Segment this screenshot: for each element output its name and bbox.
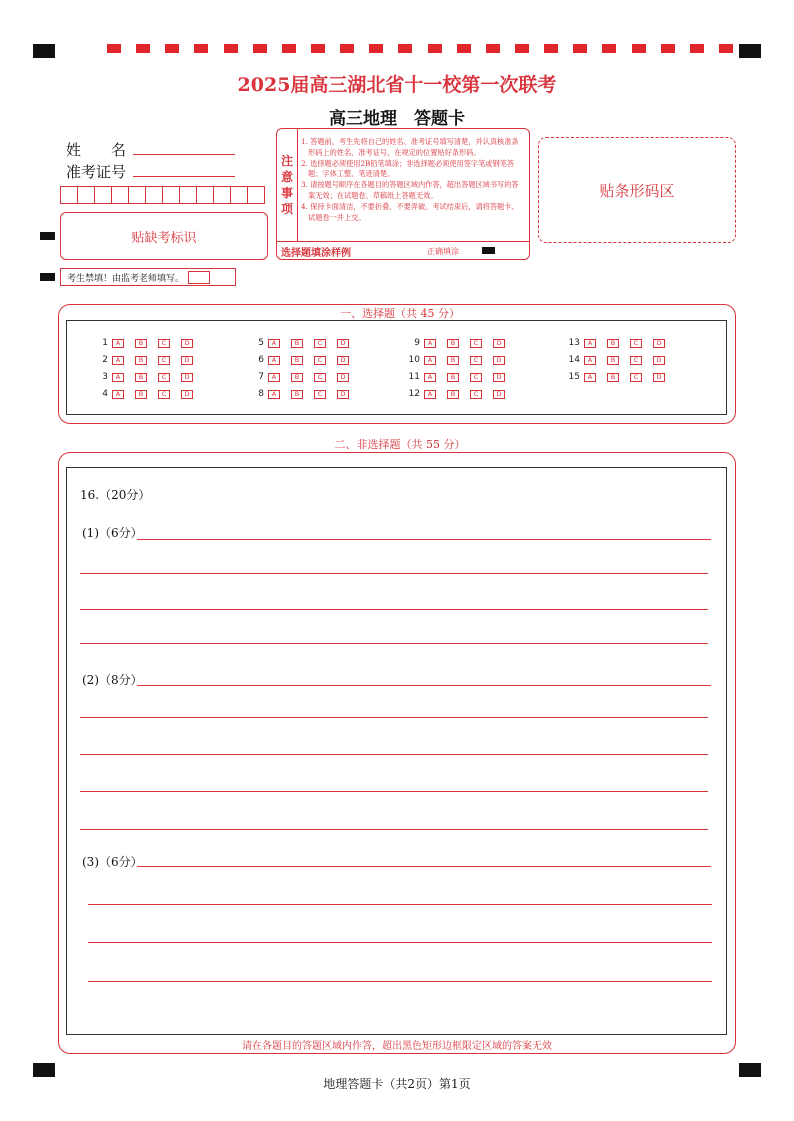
option-bubble[interactable]: A [112, 390, 124, 399]
option-bubble[interactable]: C [470, 339, 482, 348]
answer-line[interactable] [80, 791, 708, 792]
option-bubble[interactable]: A [268, 390, 280, 399]
option-bubble[interactable]: A [268, 339, 280, 348]
option-bubble[interactable]: D [653, 373, 665, 382]
part-1-label: (1)（6分） [82, 526, 143, 540]
choice-question-row [250, 355, 360, 365]
option-bubble[interactable]: B [291, 390, 303, 399]
choice-question-row [406, 372, 516, 382]
exam-id-cell[interactable] [95, 187, 112, 203]
correct-fill-sample [482, 247, 495, 254]
choice-question-row [406, 338, 516, 348]
timing-mark [40, 232, 55, 240]
answer-line[interactable] [80, 609, 708, 610]
dash-segment [107, 44, 121, 53]
option-bubble[interactable]: B [447, 373, 459, 382]
answer-line[interactable] [80, 717, 708, 718]
option-bubble[interactable]: D [181, 356, 193, 365]
dash-segment [573, 44, 587, 53]
option-bubble[interactable]: D [493, 356, 505, 365]
exam-id-cell[interactable] [112, 187, 129, 203]
option-bubble[interactable]: D [653, 356, 665, 365]
proctor-only-text: 考生禁填！由监考老师填写。 [67, 273, 185, 284]
dash-segment [311, 44, 325, 53]
option-bubble[interactable]: B [607, 339, 619, 348]
notice-list [301, 137, 525, 223]
exam-id-cell[interactable] [146, 187, 163, 203]
option-bubble[interactable]: A [584, 339, 596, 348]
notice-heading [277, 129, 298, 241]
choice-question-row [94, 372, 204, 382]
question-number: 3 [102, 372, 108, 382]
notice-heading-char: 项 [280, 202, 293, 216]
exam-id-cell[interactable] [180, 187, 197, 203]
registration-mark-top-left [33, 44, 55, 58]
choice-question-row [566, 338, 676, 348]
option-bubble[interactable]: C [470, 356, 482, 365]
answer-line[interactable] [80, 754, 708, 755]
choice-question-row [566, 355, 676, 365]
dash-segment [136, 44, 150, 53]
notice-heading-char: 注 [280, 154, 293, 168]
option-bubble[interactable]: C [158, 339, 170, 348]
dash-segment [282, 44, 296, 53]
free-response-title: 二、非选择题（共 55 分） [318, 436, 482, 452]
option-bubble[interactable]: C [314, 356, 326, 365]
dash-segment [602, 44, 616, 53]
exam-id-cell[interactable] [231, 187, 248, 203]
dash-segment [340, 44, 354, 53]
multiple-choice-title: 一、选择题（共 45 分） [326, 305, 474, 321]
page-subtitle: 高三地理 答题卡 [329, 109, 465, 129]
choice-question-row [94, 389, 204, 399]
answer-line[interactable] [80, 829, 708, 830]
option-bubble[interactable]: C [158, 373, 170, 382]
option-bubble[interactable]: A [268, 373, 280, 382]
question-number: 4 [102, 389, 108, 399]
proctor-checkbox[interactable] [188, 271, 210, 284]
dash-segment [457, 44, 471, 53]
dash-segment [690, 44, 704, 53]
answer-line[interactable] [88, 942, 712, 943]
barcode-area[interactable]: 贴条形码区 [538, 137, 736, 243]
option-bubble[interactable]: B [607, 356, 619, 365]
option-bubble[interactable]: D [337, 339, 349, 348]
dash-segment [544, 44, 558, 53]
dash-segment [194, 44, 208, 53]
notice-item: 2. 选择题必须使用2B铅笔填涂；非选择题必须使用签字笔或钢笔答题；字体工整、笔迹清楚。 [301, 158, 515, 179]
notice-item: 3. 请按题号顺序在各题目的答题区域内作答，超出答题区域书写的答案无效；在试题卷、草稿纸上答题无效。 [301, 180, 519, 200]
choice-question-row [94, 338, 204, 348]
dash-segment [224, 44, 238, 53]
exam-id-grid[interactable] [60, 186, 265, 204]
option-bubble[interactable]: A [424, 373, 436, 382]
option-bubble[interactable]: D [653, 339, 665, 348]
question-number: 2 [102, 355, 108, 365]
option-bubble[interactable]: C [314, 373, 326, 382]
dash-segment [486, 44, 500, 53]
page-title: 2025届高三湖北省十一校第一次联考 [237, 74, 557, 96]
question-number: 6 [258, 355, 264, 365]
choice-question-row [250, 338, 360, 348]
question-number: 15 [568, 372, 580, 382]
registration-mark-top-right [739, 44, 761, 58]
option-bubble[interactable]: C [158, 390, 170, 399]
option-bubble[interactable]: A [424, 339, 436, 348]
option-bubble[interactable]: D [493, 373, 505, 382]
option-bubble[interactable]: D [337, 390, 349, 399]
option-bubble[interactable]: C [470, 373, 482, 382]
option-bubble[interactable]: A [424, 356, 436, 365]
proctor-only-box [60, 268, 236, 286]
question-number: 13 [568, 338, 580, 348]
option-bubble[interactable]: D [337, 356, 349, 365]
option-bubble[interactable]: C [314, 390, 326, 399]
dash-segment [369, 44, 383, 53]
choice-question-row [250, 372, 360, 382]
timing-mark [40, 273, 55, 281]
exam-id-cell[interactable] [61, 187, 78, 203]
option-bubble[interactable]: C [630, 373, 642, 382]
page-number: 地理答题卡（共2页）第1页 [323, 1077, 471, 1091]
dash-segment [165, 44, 179, 53]
dash-segment [515, 44, 529, 53]
option-bubble[interactable]: A [268, 356, 280, 365]
choice-question-row [250, 389, 360, 399]
option-bubble[interactable]: C [470, 390, 482, 399]
fill-sample-label: 选择题填涂样例 [281, 248, 351, 259]
option-bubble[interactable]: B [135, 373, 147, 382]
option-bubble[interactable]: D [181, 373, 193, 382]
option-bubble[interactable]: A [424, 390, 436, 399]
boundary-warning: 请在各题目的答题区域内作答，超出黑色矩形边框限定区域的答案无效 [242, 1041, 552, 1052]
option-bubble[interactable]: A [112, 339, 124, 348]
top-dash-strip [107, 44, 733, 53]
exam-id-cell[interactable] [129, 187, 146, 203]
option-bubble[interactable]: A [584, 356, 596, 365]
exam-id-cell[interactable] [214, 187, 231, 203]
option-bubble[interactable]: B [135, 356, 147, 365]
name-label: 姓 名 [66, 141, 127, 159]
dash-segment [719, 44, 733, 53]
answer-line[interactable] [88, 904, 712, 905]
question-number: 12 [408, 389, 420, 399]
question-number: 7 [258, 372, 264, 382]
exam-id-cell[interactable] [248, 187, 264, 203]
option-bubble[interactable]: D [493, 390, 505, 399]
option-bubble[interactable]: D [337, 373, 349, 382]
notice-heading-char: 事 [280, 186, 293, 200]
question-number: 14 [568, 355, 580, 365]
question-16-label: 16.（20分） [80, 488, 151, 502]
exam-id-cell[interactable] [78, 187, 95, 203]
question-number: 5 [258, 338, 264, 348]
answer-line[interactable] [80, 643, 708, 644]
exam-id-cell[interactable] [197, 187, 214, 203]
option-bubble[interactable]: D [181, 339, 193, 348]
option-bubble[interactable]: C [314, 339, 326, 348]
dash-segment [661, 44, 675, 53]
option-bubble[interactable]: C [630, 356, 642, 365]
dash-segment [398, 44, 412, 53]
answer-line[interactable] [137, 866, 711, 867]
answer-line[interactable] [80, 573, 708, 574]
answer-line[interactable] [137, 539, 711, 540]
part-2-label: (2)（8分） [82, 673, 143, 687]
option-bubble[interactable]: B [291, 356, 303, 365]
option-bubble[interactable]: A [584, 373, 596, 382]
question-number: 9 [414, 338, 420, 348]
choice-question-row [406, 389, 516, 399]
option-bubble[interactable]: A [112, 373, 124, 382]
notice-item: 4. 保持卡面清洁，不要折叠、不要弄破。考试结束后，请将答题卡、试题卷一并上交。 [301, 201, 519, 222]
exam-id-underline [133, 176, 235, 177]
option-bubble[interactable]: B [447, 356, 459, 365]
dash-segment [632, 44, 646, 53]
question-number: 11 [408, 372, 420, 382]
option-bubble[interactable]: B [135, 339, 147, 348]
choice-question-row [406, 355, 516, 365]
option-bubble[interactable]: A [112, 356, 124, 365]
choice-question-row [94, 355, 204, 365]
fill-sample-row [277, 241, 529, 260]
absent-mark-box[interactable]: 贴缺考标识 [60, 212, 268, 260]
choice-question-row [566, 372, 676, 382]
dash-segment [253, 44, 267, 53]
option-bubble[interactable]: B [135, 390, 147, 399]
exam-id-label: 准考证号 [66, 163, 127, 181]
option-bubble[interactable]: C [158, 356, 170, 365]
multiple-choice-area [66, 320, 727, 415]
question-number: 1 [102, 338, 108, 348]
option-bubble[interactable]: D [181, 390, 193, 399]
option-bubble[interactable]: B [607, 373, 619, 382]
option-bubble[interactable]: C [630, 339, 642, 348]
option-bubble[interactable]: B [291, 373, 303, 382]
name-field[interactable] [133, 154, 235, 155]
notice-heading-char: 意 [280, 170, 293, 184]
free-response-area [66, 467, 727, 1035]
question-number: 8 [258, 389, 264, 399]
notice-item: 1. 答题前，考生先将自己的姓名、准考证号填写清楚，并认真核准条形码上的姓名、准考证号，在规定的位置贴好条形码。 [301, 137, 519, 157]
answer-line[interactable] [137, 685, 711, 686]
option-bubble[interactable]: B [447, 390, 459, 399]
question-number: 10 [408, 355, 420, 365]
notice-box [276, 128, 530, 260]
part-3-label: (3)（6分） [82, 855, 143, 869]
answer-line[interactable] [88, 981, 712, 982]
dash-segment [428, 44, 442, 53]
option-bubble[interactable]: B [447, 339, 459, 348]
correct-fill-label: 正确填涂 [427, 247, 459, 256]
option-bubble[interactable]: B [291, 339, 303, 348]
exam-id-cell[interactable] [163, 187, 180, 203]
option-bubble[interactable]: D [493, 339, 505, 348]
